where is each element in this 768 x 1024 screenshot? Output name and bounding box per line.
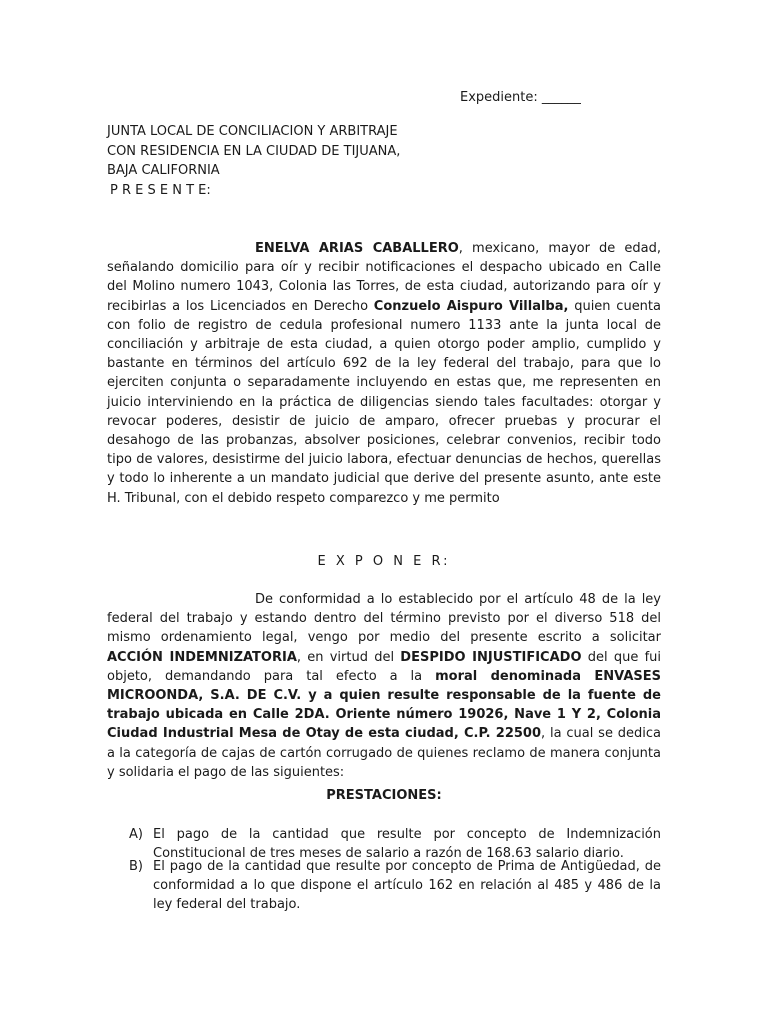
item-marker: B) [129,859,143,874]
exponer-heading: E X P O N E R: [317,554,451,569]
intro-paragraph [107,239,661,508]
exposition-paragraph [107,590,661,782]
intro-text-2: quien cuenta con folio de registro de cedula profesional numero 1133 ante la junta local de conciliación y arbitraje de esta ciudad, a quien otorgo poder amplio, cumplido y bastante en términos del artículo 692 de la ley federal del trabajo, para que lo ejerciten conjunta o separadamente incluyendo en estas que, me representen en juicio interviniendo en la práctica de diligencias siendo tales facultades: otorgar y revocar poderes, desistir de juicio de amparo, ofrecer pruebas y procurar el desahogo de las probanzas, absolver posiciones, celebrar convenios, recibir todo tipo de valores, desistirme del juicio labora, efectuar denuncias de hechos, querellas y todo lo inherente a un mandato judicial que derive del presente asunto, ante este H. Tribunal, con el debido respeto comparezco y me permito [107,298,661,506]
exposition-text-4: , la cual se dedica a la categoría de cajas de cartón corrugado de quienes reclamo de manera conjunta y solidaria el pago de las siguientes: [107,726,661,780]
exposition-text-3: del que fui objeto, demandando para tal efecto a la [107,649,661,684]
addressee-block [107,122,400,200]
expediente-line [460,88,581,107]
accion-indemnizatoria: ACCIÓN INDEMNIZATORIA [107,649,297,665]
exposition-text-2: , en virtud del [296,649,401,665]
item-marker: A) [129,827,143,842]
plaintiff-name: ENELVA ARIAS CABALLERO [255,241,459,256]
list-item [129,857,661,915]
item-text: El pago de la cantidad que resulte por concepto de Indemnización Constitucional de tres meses de salario a razón de 168.63 salario diario. [153,827,661,862]
intro-text-1: , mexicano, mayor de edad, señalando domicilio para oír y recibir notificaciones el despacho ubicado en Calle del Molino numero 1043, Colonia las Torres, de esta ciudad, autorizando para oír y recibirlas a los Licenciados en Derecho [107,241,662,314]
addressee-presente: P R E S E N T E: [110,182,211,198]
expediente-blank: ______ [541,90,581,105]
lawyer-name: Conzuelo Aispuro Villalba, [373,298,569,314]
item-text: El pago de la cantidad que resulte por concepto de Prima de Antigüedad, de conformidad a lo que dispone el artículo 162 en relación al 485 y 486 de la ley federal del trabajo. [153,859,661,913]
expediente-label: Expediente: [460,90,538,105]
exposition-text-1: De conformidad a lo establecido por el artículo 48 de la ley federal del trabajo y estando dentro del término previsto por el diverso 518 del mismo ordenamiento legal, vengo por medio del presente escrito a solicitar [107,592,661,646]
company-details: moral denominada ENVASES MICROONDA, S.A. DE C.V. y a quien resulte responsable de la fuente de trabajo ubicada en Calle 2DA. Oriente número 19026, Nave 1 Y 2, Colonia Ciudad Industrial Mesa de Otay de esta ciudad, C.P. 22500 [107,668,661,742]
despido-injustificado: DESPIDO INJUSTIFICADO [400,649,582,665]
prestaciones-heading: PRESTACIONES: [326,788,442,803]
addressee-line-1: JUNTA LOCAL DE CONCILIACION Y ARBITRAJE [107,124,398,139]
addressee-line-2: CON RESIDENCIA EN LA CIUDAD DE TIJUANA, [107,143,401,159]
addressee-line-3: BAJA CALIFORNIA [107,163,220,178]
